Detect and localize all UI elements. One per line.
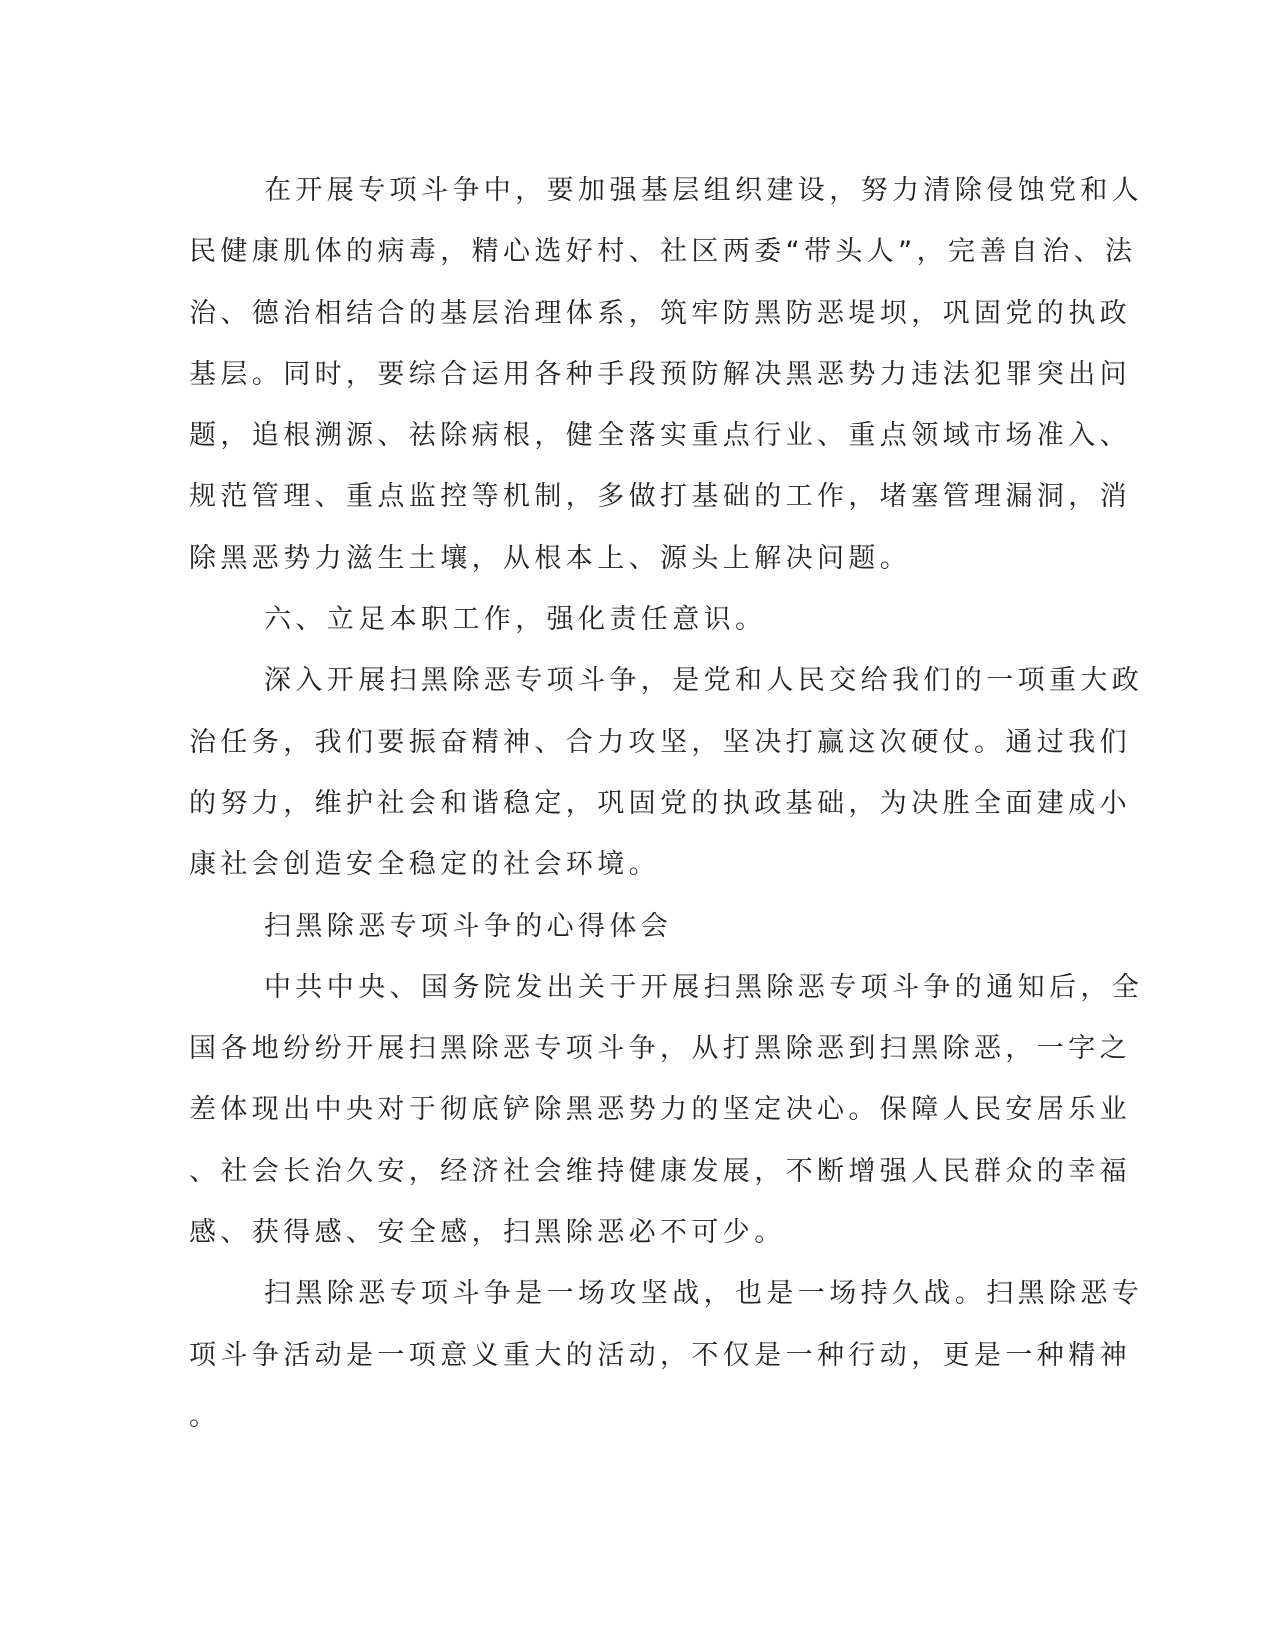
text-line: 治任务，我们要振奋精神、合力攻坚，坚决打赢这次硬仗。通过我们: [189, 726, 1131, 758]
text-line: 深入开展扫黑除恶专项斗争，是党和人民交给我们的一项重大政: [264, 665, 1144, 697]
text-line: 扫黑除恶专项斗争是一场攻坚战，也是一场持久战。扫黑除恶专: [264, 1278, 1144, 1310]
text-line: 国各地纷纷开展扫黑除恶专项斗争，从打黑除恶到扫黑除恶，一字之: [189, 1033, 1131, 1065]
text-line: 感、获得感、安全感，扫黑除恶必不可少。: [189, 1217, 786, 1249]
text-line: 。: [189, 1400, 221, 1432]
text-line: 规范管理、重点监控等机制，多做打基础的工作，堵塞管理漏洞，消: [189, 481, 1131, 513]
section-heading: 六、立足本职工作，强化责任意识。: [264, 604, 767, 636]
text-line: 差体现出中央对于彻底铲除黑恶势力的坚定决心。保障人民安居乐业: [189, 1094, 1131, 1126]
text-line: 的努力，维护社会和谐稳定，巩固党的执政基础，为决胜全面建成小: [189, 787, 1131, 819]
text-line: 在开展专项斗争中，要加强基层组织建设，努力清除侵蚀党和人: [264, 175, 1144, 206]
text-line: 治、德治相结合的基层治理体系，筑牢防黑防恶堤坝，巩固党的执政: [189, 297, 1131, 329]
text-line: 除黑恶势力滋生土壤，从根本上、源头上解决问题。: [189, 542, 912, 574]
text-line: 民健康肌体的病毒，精心选好村、社区两委“带头人”，完善自治、法: [189, 236, 1137, 268]
text-line: 项斗争活动是一项意义重大的活动，不仅是一种行动，更是一种精神: [189, 1339, 1131, 1371]
text-line: 基层。同时，要综合运用各种手段预防解决黑恶势力违法犯罪突出问: [189, 358, 1131, 390]
text-line: 题，追根溯源、祛除病根，健全落实重点行业、重点领域市场准入、: [189, 420, 1131, 452]
text-line: 康社会创造安全稳定的社会环境。: [189, 849, 660, 881]
text-line: 、社会长治久安，经济社会维持健康发展，不断增强人民群众的幸福: [189, 1155, 1131, 1187]
body-text: [189, 160, 1144, 1447]
article-title: 扫黑除恶专项斗争的心得体会: [264, 910, 673, 942]
text-line: 中共中央、国务院发出关于开展扫黑除恶专项斗争的通知后，全: [264, 971, 1144, 1003]
